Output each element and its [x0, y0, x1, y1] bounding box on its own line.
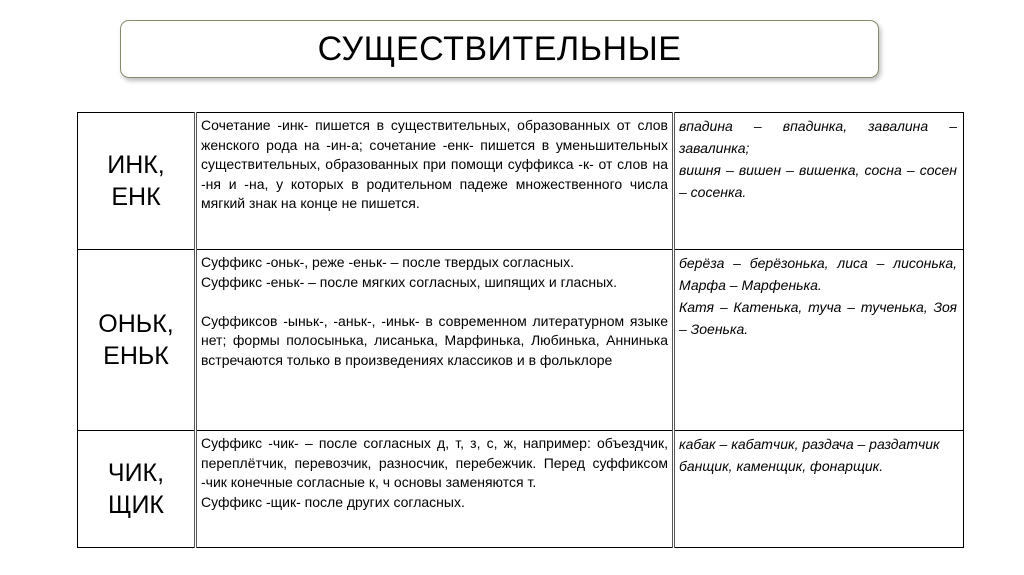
example-line: банщик, каменщик, фонарщик.	[679, 458, 884, 474]
example-line: кабак – кабатчик, раздача – раздатчик	[679, 436, 940, 452]
page-title: СУЩЕСТВИТЕЛЬНЫЕ	[317, 29, 682, 68]
rule-paragraph: Суффикс -еньк- – после мягких согласных, шипящих и гласных.	[201, 273, 618, 290]
title-box	[120, 20, 879, 78]
suffix-heading-line: ОНЬК,	[98, 310, 174, 338]
example-line: берёза – берёзонька, лиса – лисонька, Марфа – Марфенька.	[679, 255, 957, 293]
rule-cell	[196, 431, 674, 548]
suffix-heading	[78, 250, 196, 431]
suffix-heading-line: ЕНЬК	[103, 342, 169, 370]
suffix-heading-line: ИНК,	[107, 151, 165, 179]
examples-cell	[674, 250, 964, 431]
rule-cell	[196, 113, 674, 250]
rule-paragraph: Суффикс -оньк-, реже -еньк- – после твердых согласных.	[201, 254, 574, 270]
example-line: Катя – Катенька, туча – тученька, Зоя – Зоенька.	[679, 299, 957, 337]
rule-paragraph: Суффиксов -ыньк-, -аньк-, -иньк- в современном литературном языке нет; формы полосынька, лисанька, Марфинька, Любинька, Аннинька встречаются только в произведениях классиков и в фольклоре	[201, 312, 668, 368]
examples-cell	[674, 431, 964, 548]
example-line: впадина – впадинка, завалина – завалинка;	[679, 118, 957, 156]
suffix-heading	[78, 431, 196, 548]
rule-cell	[196, 250, 674, 431]
example-line: вишня – вишен – вишенка, сосна – сосен – сосенка.	[679, 162, 957, 200]
rule-paragraph: Суффикс -чик- – после согласных д, т, з, с, ж, например: объездчик, переплётчик, перевозчик, разносчик, перебежчик. Перед суффиксом -чик конечные согласные к, ч основы заменяются т.	[201, 435, 668, 490]
suffix-heading-line: ЧИК,	[107, 459, 165, 487]
paragraph-gap	[201, 292, 668, 312]
table-row	[78, 431, 964, 548]
rules-table	[77, 112, 964, 548]
rule-paragraph: Сочетание -инк- пишется в существительных, образованных от слов женского рода на -ин-а; сочетание -енк- пишется в уменьшительных существительных, образованных при помощи суффикса -к- от слов на -ня и -на, у которых в родительном падеже множественного числа мягкий знак на конце не пишется.	[201, 117, 668, 211]
suffix-heading-line: ЕНК	[111, 183, 161, 211]
suffix-heading-line: ЩИК	[108, 491, 164, 519]
table-row	[78, 113, 964, 250]
table-row	[78, 250, 964, 431]
rule-paragraph: Суффикс -щик- после других согласных.	[201, 493, 465, 510]
examples-cell	[674, 113, 964, 250]
suffix-heading	[78, 113, 196, 250]
